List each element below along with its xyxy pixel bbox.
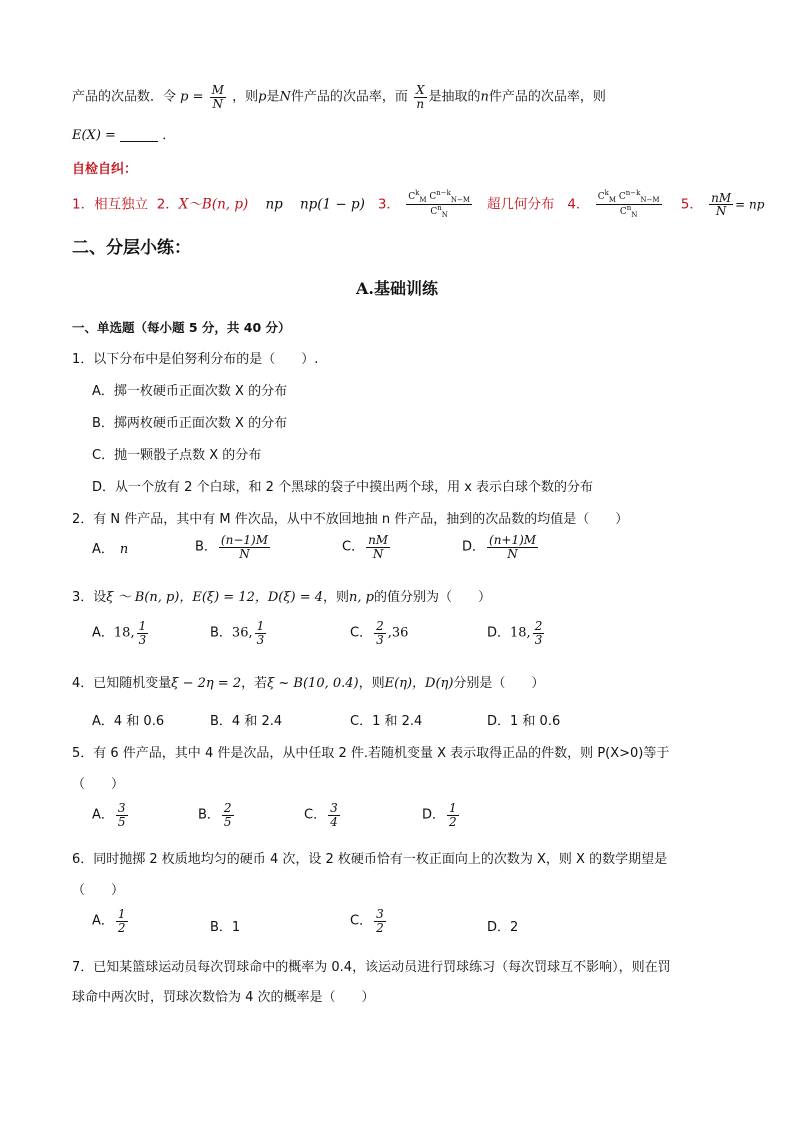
answer-1: 1．相互独立 <box>72 196 149 213</box>
mcq-heading: 一、单选题（每小题 5 分，共 40 分） <box>72 320 291 335</box>
q1-option-b[interactable]: B．掷两枚硬币正面次数 X 的分布 <box>92 416 288 431</box>
answer-2-dist: X～B(n, p) <box>178 196 249 213</box>
q6-option-a[interactable]: A． $\frac{1}{2}$ <box>92 907 126 935</box>
q5-stem: 5．有 6 件产品，其中 4 件是次品，从中任取 2 件.若随机变量 X 表示取得正品的件数，则 P(X>0)等于 <box>72 746 670 761</box>
q1-option-c[interactable]: C．抛一颗骰子点数 X 的分布 <box>92 448 262 463</box>
answer-2-var: np(1 − p) <box>299 196 365 213</box>
part-a-title: A.基础训练 <box>356 279 438 298</box>
q4-option-b[interactable]: B．4 和 2.4 <box>210 714 283 729</box>
q5-option-d[interactable]: D． $\frac{1}{2}$ <box>422 801 457 829</box>
section-2-heading: 二、分层小练： <box>72 238 191 258</box>
q2-option-b[interactable]: B． $\frac{(n-1)M}{N}$ <box>195 533 268 561</box>
q4-option-d[interactable]: D．1 和 0.6 <box>487 714 561 729</box>
q1-option-d[interactable]: D．从一个放有 2 个白球，和 2 个黑球的袋子中摸出两个球，用 x 表示白球个数的分布 <box>92 480 594 495</box>
answer-3-combination: $\frac{C^k_M C^{n-k}_{N-M}}{C^n_N}$ <box>408 189 471 219</box>
q2-option-c[interactable]: C． $\frac{nM}{N}$ <box>342 533 389 561</box>
p-definition: p = <box>180 89 204 105</box>
q5-option-c[interactable]: C． $\frac{3}{4}$ <box>304 801 338 829</box>
intro-text: 产品的次品数．令 <box>72 89 177 105</box>
q6-option-c[interactable]: C． $\frac{3}{2}$ <box>350 907 384 935</box>
answer-5-fraction: $\frac{nM}{N}$ <box>711 190 732 219</box>
answer-2-mean: np <box>265 196 283 213</box>
q2-stem: 2．有 N 件产品，其中有 M 件次品，从中不放回地抽 n 件产品，抽到的次品数的均值是（ ） <box>72 512 629 527</box>
self-check-answers: 1．相互独立 2．X～B(n, p) np np(1 − p) 3． $\frac{C^k_M C^{n-k}_{N-M}}{C^n_N}$ 超几何分布 4． $\frac{C^k_M C^{n-k}_{N-M}}{C^n_N}$ 5． $\frac{nM}{N}$ = np <box>72 189 765 219</box>
q4-stem: 4．已知随机变量ξ − 2η = 2，若ξ ~ B(10, 0.4)，则E(η)，D(η)分别是（ ） <box>72 676 545 691</box>
q7-stem-line1: 7．已知某篮球运动员每次罚球命中的概率为 0.4，该运动员进行罚球练习（每次罚球互不影响），则在罚 <box>72 960 671 975</box>
x-over-n-fraction: $\frac{X}{n}$ <box>415 83 425 111</box>
answer-4-combination: $\frac{C^k_M C^{n-k}_{N-M}}{C^n_N}$ <box>597 189 660 219</box>
q6-option-b[interactable]: B．1 <box>210 920 241 935</box>
answer-3-hypergeometric: 超几何分布 <box>486 196 555 213</box>
q7-stem-line2: 球命中两次时，罚球次数恰为 4 次的概率是（ ） <box>72 990 375 1005</box>
expectation-expr: E(X) = <box>72 128 116 143</box>
q3-option-a[interactable]: A．18, $\frac{1}{3}$ <box>92 619 147 647</box>
p-fraction: $\frac{M}{N}$ <box>211 83 224 111</box>
q3-stem: 3．设ξ ～ B(n, p)，E(ξ) = 12，D(ξ) = 4，则n, p的值分别为（ ） <box>72 590 492 605</box>
q1-stem: 1．以下分布中是伯努利分布的是（ ）. <box>72 352 319 367</box>
q6-paren: （ ） <box>72 883 125 898</box>
q2-option-d[interactable]: D． $\frac{(n+1)M}{N}$ <box>462 533 537 561</box>
q3-option-d[interactable]: D．18, $\frac{2}{3}$ <box>487 619 543 647</box>
q1-option-a[interactable]: A．掷一枚硬币正面次数 X 的分布 <box>92 384 288 399</box>
self-check-heading: 自检自纠： <box>72 162 138 177</box>
q6-stem: 6．同时抛掷 2 枚质地均匀的硬币 4 次，设 2 枚硬币恰有一枚正面向上的次数为 X，则 X 的数学期望是 <box>72 852 668 867</box>
q2-option-a[interactable]: A． n <box>92 542 129 557</box>
q3-option-b[interactable]: B．36, $\frac{1}{3}$ <box>210 619 265 647</box>
q5-paren: （ ） <box>72 777 125 792</box>
q4-option-a[interactable]: A．4 和 0.6 <box>92 714 165 729</box>
intro-line-1: 产品的次品数．令 p = $\frac{M}{N}$ ，则p是N件产品的次品率，而 $\frac{X}{n}$ 是抽取的n件产品的次品率，则 <box>72 83 606 111</box>
answer-blank[interactable] <box>120 129 158 142</box>
intro-line-2: E(X) = ． <box>72 128 176 143</box>
q5-option-b[interactable]: B． $\frac{2}{5}$ <box>198 801 232 829</box>
q5-option-a[interactable]: A． $\frac{3}{5}$ <box>92 801 126 829</box>
q3-option-c[interactable]: C． $\frac{2}{3}$ ,36 <box>350 619 409 647</box>
q6-option-d[interactable]: D．2 <box>487 920 519 935</box>
q4-option-c[interactable]: C．1 和 2.4 <box>350 714 423 729</box>
